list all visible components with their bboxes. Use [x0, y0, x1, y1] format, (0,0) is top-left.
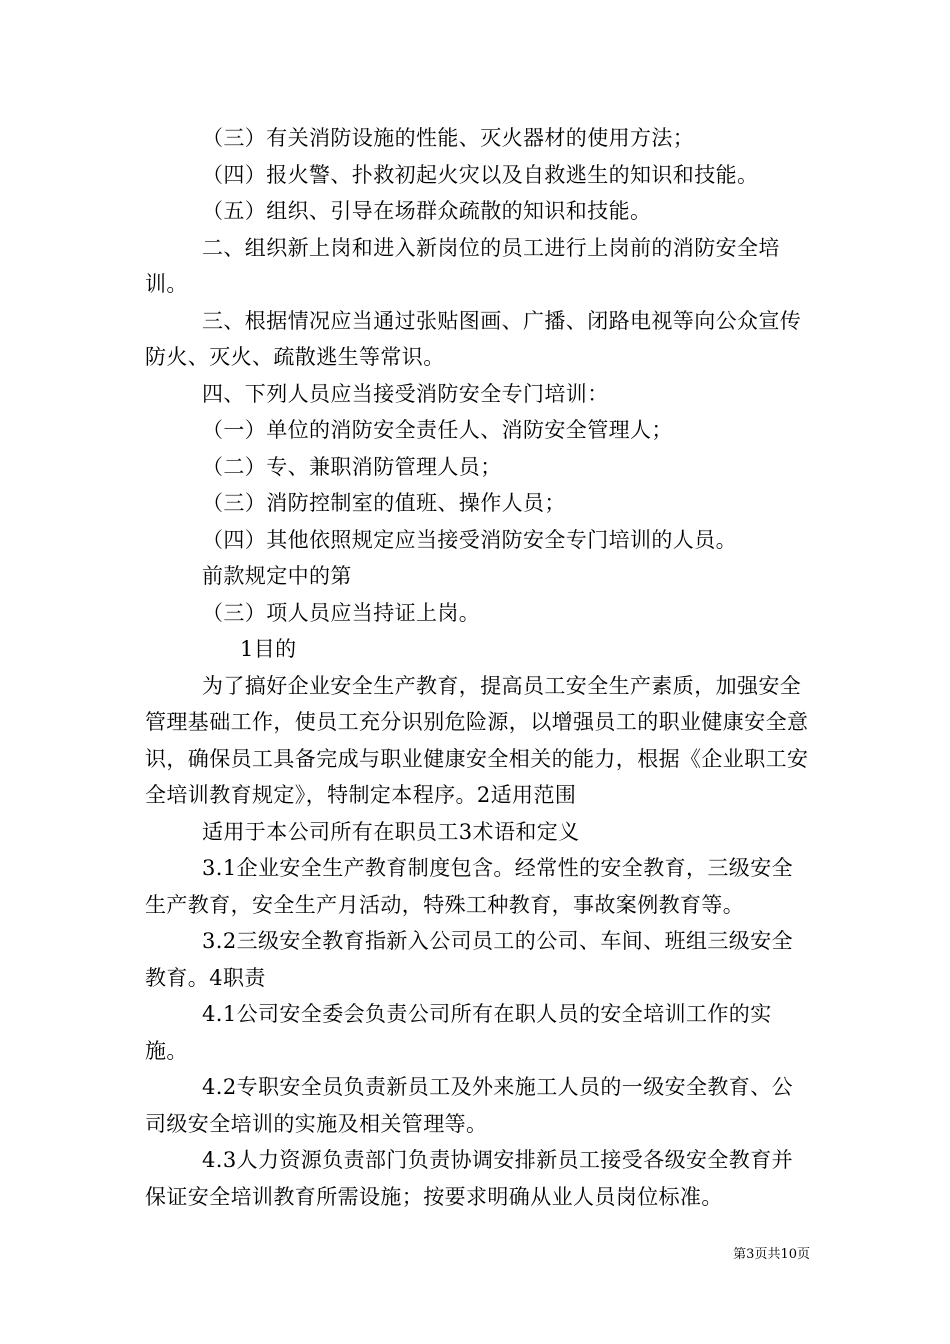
paragraph: （四）报火警、扑救初起火灾以及自救逃生的知识和技能。: [202, 162, 759, 187]
paragraph: 适用于本公司所有在职员工3术语和定义: [202, 819, 580, 844]
section-heading: 1目的: [240, 637, 297, 661]
paragraph: 4.1公司安全委会负责公司所有在职人员的安全培训工作的实施。: [145, 1002, 772, 1063]
paragraph: （三）项人员应当持证上岗。: [202, 600, 481, 625]
paragraph: 二、组织新上岗和进入新岗位的员工进行上岗前的消防安全培训。: [145, 235, 780, 296]
document-body: [145, 120, 810, 1215]
paragraph: （三）有关消防设施的性能、灭火器材的使用方法；: [202, 126, 695, 150]
paragraph: 三、根据情况应当通过张贴图画、广播、闭路电视等向公众宣传防火、灭火、疏散逃生等常识。: [145, 308, 802, 369]
paragraph: （三）消防控制室的值班、操作人员；: [202, 491, 566, 515]
paragraph: （四）其他依照规定应当接受消防安全专门培训的人员。: [202, 527, 737, 552]
paragraph: 3.2三级安全教育指新入公司员工的公司、车间、班组三级安全教育。4职责: [145, 929, 793, 990]
paragraph: （一）单位的消防安全责任人、消防安全管理人；: [202, 418, 673, 442]
paragraph: 为了搞好企业安全生产教育，提高员工安全生产素质，加强安全管理基础工作，使员工充分识别危险源，以增强员工的职业健康安全意识，确保员工具备完成与职业健康安全相关的能力，根据《企业职工安全培训教育规定》，特制定本程序。2适用范围: [145, 673, 809, 807]
paragraph: （五）组织、引导在场群众疏散的知识和技能。: [202, 199, 652, 223]
paragraph: 3.1企业安全生产教育制度包含。经常性的安全教育，三级安全生产教育，安全生产月活动，特殊工种教育，事故案例教育等。: [145, 856, 793, 917]
paragraph: 4.2专职安全员负责新员工及外来施工人员的一级安全教育、公司级安全培训的实施及相关管理等。: [145, 1075, 793, 1136]
paragraph: 4.3人力资源负责部门负责协调安排新员工接受各级安全教育并保证安全培训教育所需设施；按要求明确从业人员岗位标准。: [145, 1148, 793, 1209]
paragraph: 四、下列人员应当接受消防安全专门培训：: [202, 381, 609, 406]
paragraph: 前款规定中的第: [202, 564, 352, 588]
page-number-footer: 第3页共10页: [733, 1247, 810, 1262]
paragraph: （二）专、兼职消防管理人员；: [202, 454, 502, 479]
